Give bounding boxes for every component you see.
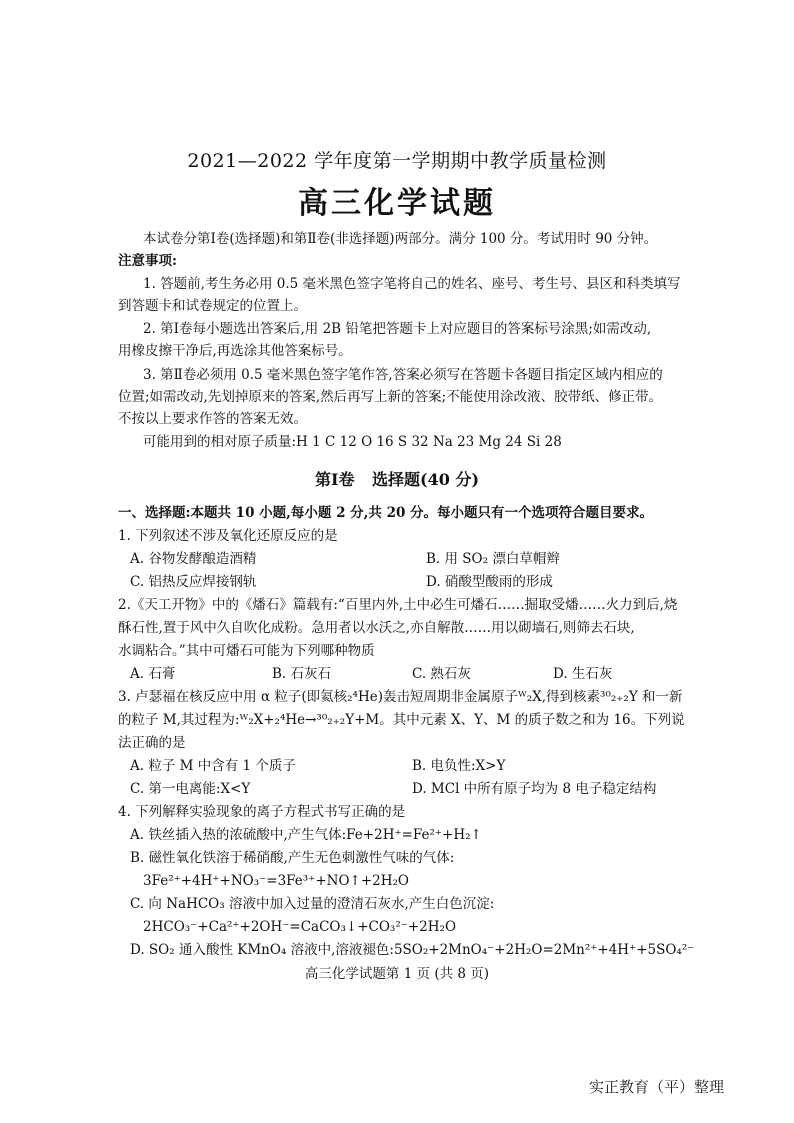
q1-option-d: D. 硝酸型酸雨的形成	[426, 574, 553, 590]
subject-title: 高三化学试题	[298, 186, 496, 221]
q3-option-b: B. 电负性:X>Y	[412, 758, 506, 774]
q4-option-a: A. 铁丝插入热的浓硫酸中,产生气体:Fe+2H⁺=Fe²⁺+H₂↑	[130, 827, 482, 843]
q2-option-b: B. 石灰石	[272, 666, 332, 682]
q2-option-a: A. 石膏	[130, 666, 176, 682]
q2-option-d: D. 生石灰	[553, 666, 613, 682]
atomic-masses: 可能用到的相对原子质量:H 1 C 12 O 16 S 32 Na 23 Mg 24 Si 28	[143, 434, 562, 450]
part-1-subtitle: 选择题(40 分)	[372, 470, 480, 489]
note-1-line-2: 到答题卡和试卷规定的位置上。	[118, 298, 307, 314]
note-1-line-1: 1. 答题前,考生务必用 0.5 毫米黑色签字笔将自己的姓名、座号、考生号、县区和科类填写	[143, 276, 681, 292]
q1-option-b: B. 用 SO₂ 漂白草帽辫	[426, 551, 560, 567]
note-2-line-1: 2. 第Ⅰ卷每小题选出答案后,用 2B 铅笔把答题卡上对应题目的答案标号涂黑;如需改动,	[143, 321, 652, 337]
q2-stem-line-3: 水调粘合。”其中可燔石可能为下列哪种物质	[118, 643, 375, 659]
q4-option-c-equation: 2HCO₃⁻+Ca²⁺+2OH⁻=CaCO₃↓+CO₃²⁻+2H₂O	[143, 919, 457, 935]
note-3-line-2: 位置;如需改动,先划掉原来的答案,然后再写上新的答案;不能使用涂改液、胶带纸、修正带。	[118, 389, 663, 405]
q2-stem-line-2: 酥石性,置于风中久自吹化成粉。急用者以水沃之,亦自解散……用以砌墙石,则筛去石块,	[118, 620, 635, 636]
watermark-text: 实正教育（平）整理	[588, 1078, 724, 1096]
note-3-line-3: 不按以上要求作答的答案无效。	[118, 411, 307, 427]
q3-stem-line-3: 法正确的是	[118, 735, 186, 751]
q1-stem: 1. 下列叙述不涉及氧化还原反应的是	[118, 528, 338, 544]
q4-option-b-line-1: B. 磁性氧化铁溶于稀硝酸,产生无色刺激性气味的气体:	[130, 850, 455, 866]
q4-option-d: D. SO₂ 通入酸性 KMnO₄ 溶液中,溶液褪色:5SO₂+2MnO₄⁻+2H₂O=2Mn²⁺+4H⁺+5SO₄²⁻	[130, 942, 695, 958]
q2-option-c: C. 熟石灰	[412, 666, 471, 682]
exam-title: 2021—2022 学年度第一学期期中教学质量检测	[187, 150, 607, 172]
q3-stem-line-1: 3. 卢瑟福在核反应中用 α 粒子(即氦核₂⁴He)轰击短周期非金属原子ᵂ₂X,得到核素³⁰₂₊₂Y 和一新	[118, 689, 683, 705]
q2-stem-line-1: 2.《天工开物》中的《燔石》篇载有:“百里内外,土中必生可燔石……掘取受燔……火力到后,烧	[118, 597, 678, 613]
q1-option-c: C. 铝热反应焊接钢轨	[130, 574, 257, 590]
section-heading: 一、选择题:本题共 10 小题,每小题 2 分,共 20 分。每小题只有一个选项符合题目要求。	[118, 505, 654, 521]
intro-text: 本试卷分第Ⅰ卷(选择题)和第Ⅱ卷(非选择题)两部分。满分 100 分。考试用时 90 分钟。	[143, 231, 658, 247]
note-2-line-2: 用橡皮擦干净后,再选涂其他答案标号。	[118, 343, 352, 359]
q3-option-d: D. MCl 中所有原子均为 8 电子稳定结构	[412, 781, 657, 797]
note-3-line-1: 3. 第Ⅱ卷必须用 0.5 毫米黑色签字笔作答,答案必须写在答题卡各题目指定区域内相应的	[143, 367, 663, 383]
q1-option-a: A. 谷物发酵酿造酒精	[130, 551, 257, 567]
q3-stem-line-2: 的粒子 M,其过程为:ᵂ₂X+₂⁴He→³⁰₂₊₂Y+M。其中元素 X、Y、M 的质子数之和为 16。下列说	[118, 712, 685, 728]
notes-heading: 注意事项:	[118, 253, 177, 269]
part-1-title	[0, 467, 794, 490]
part-1-label: 第Ⅰ卷	[314, 470, 355, 489]
q4-stem: 4. 下列解释实验现象的离子方程式书写正确的是	[118, 804, 406, 820]
q4-option-b-equation: 3Fe²⁺+4H⁺+NO₃⁻=3Fe³⁺+NO↑+2H₂O	[143, 873, 409, 889]
q4-option-c-line-1: C. 向 NaHCO₃ 溶液中加入过量的澄清石灰水,产生白色沉淀:	[130, 896, 495, 912]
page-footer: 高三化学试题第 1 页 (共 8 页)	[304, 966, 490, 982]
q3-option-a: A. 粒子 M 中含有 1 个质子	[130, 758, 296, 774]
q3-option-c: C. 第一电离能:X<Y	[130, 781, 251, 797]
